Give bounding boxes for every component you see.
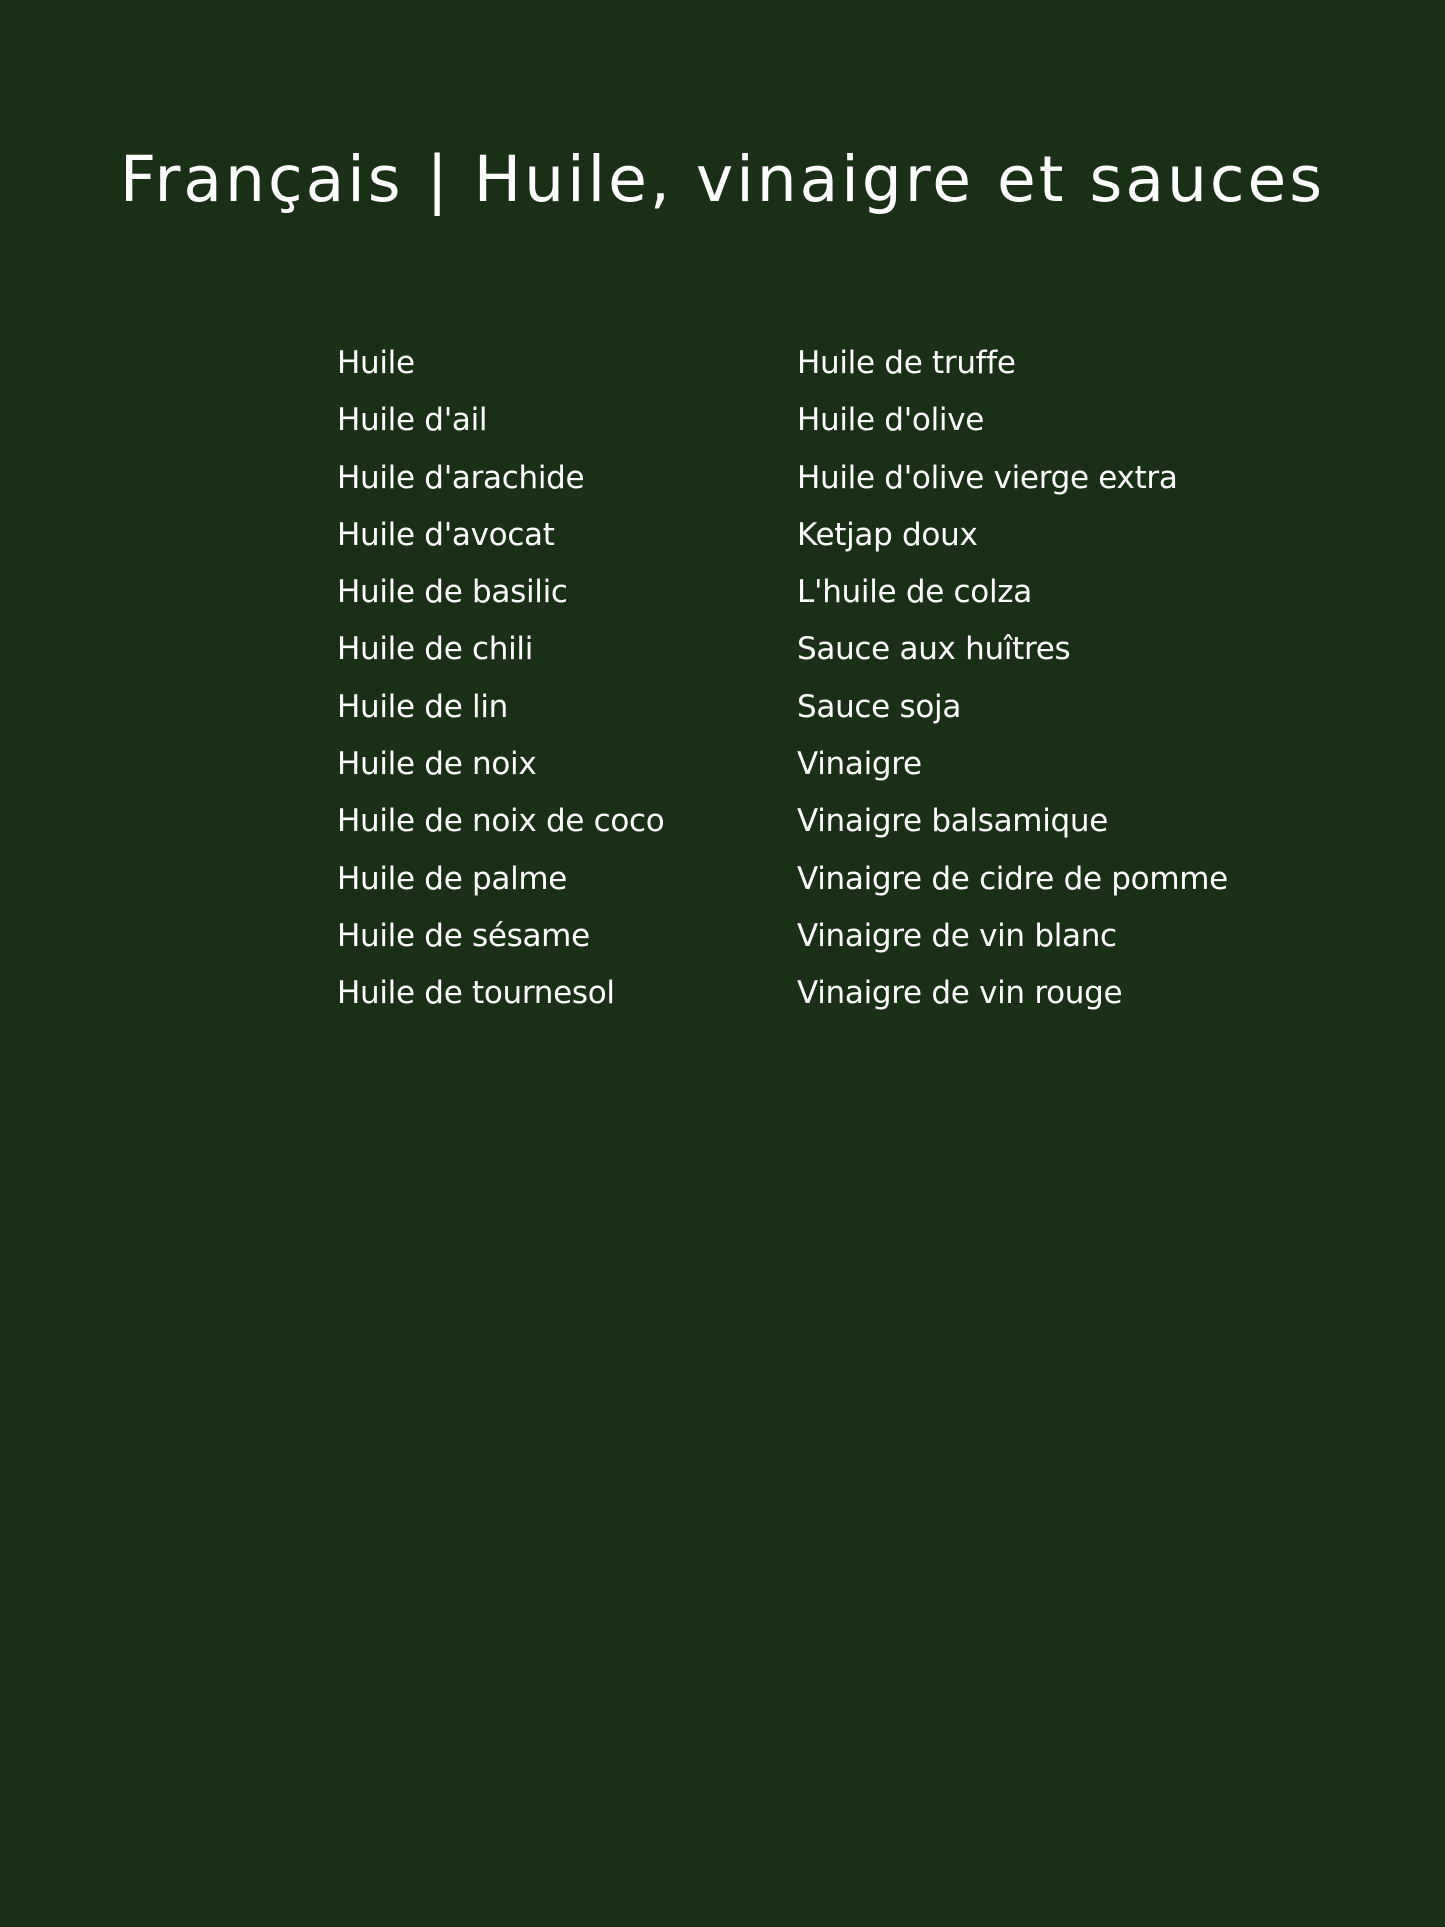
- list-item: Huile de tournesol: [337, 975, 615, 1012]
- list-item: Huile de palme: [337, 860, 568, 897]
- list-item: Huile de noix: [337, 746, 537, 783]
- list-item: L'huile de colza: [797, 574, 1032, 611]
- list-item: Huile: [337, 345, 415, 381]
- page-title: Français | Huile, vinaigre et sauces: [119, 143, 1326, 216]
- list-item: Vinaigre balsamique: [797, 803, 1109, 840]
- list-item: Huile d'arachide: [337, 459, 585, 496]
- list-item: Huile de lin: [337, 688, 508, 725]
- list-item: Huile d'olive vierge extra: [797, 459, 1178, 496]
- right-word-list: [797, 335, 1228, 1023]
- list-item: Vinaigre de vin rouge: [797, 975, 1123, 1012]
- list-item: Huile de noix de coco: [337, 803, 665, 840]
- list-item: Vinaigre de cidre de pomme: [797, 860, 1228, 897]
- list-item: Huile de chili: [337, 631, 534, 668]
- list-item: Vinaigre de vin blanc: [797, 917, 1117, 954]
- list-item: Huile de truffe: [797, 345, 1016, 381]
- list-item: Huile d'olive: [797, 402, 985, 439]
- list-item: Huile d'avocat: [337, 516, 555, 553]
- list-item: Ketjap doux: [797, 516, 978, 553]
- left-word-list: [337, 335, 664, 1023]
- list-item: Huile de basilic: [337, 574, 568, 611]
- list-item: Sauce aux huîtres: [797, 631, 1071, 668]
- list-item: Vinaigre: [797, 746, 922, 783]
- list-item: Huile d'ail: [337, 402, 488, 439]
- list-item: Huile de sésame: [337, 917, 590, 954]
- list-item: Sauce soja: [797, 688, 962, 725]
